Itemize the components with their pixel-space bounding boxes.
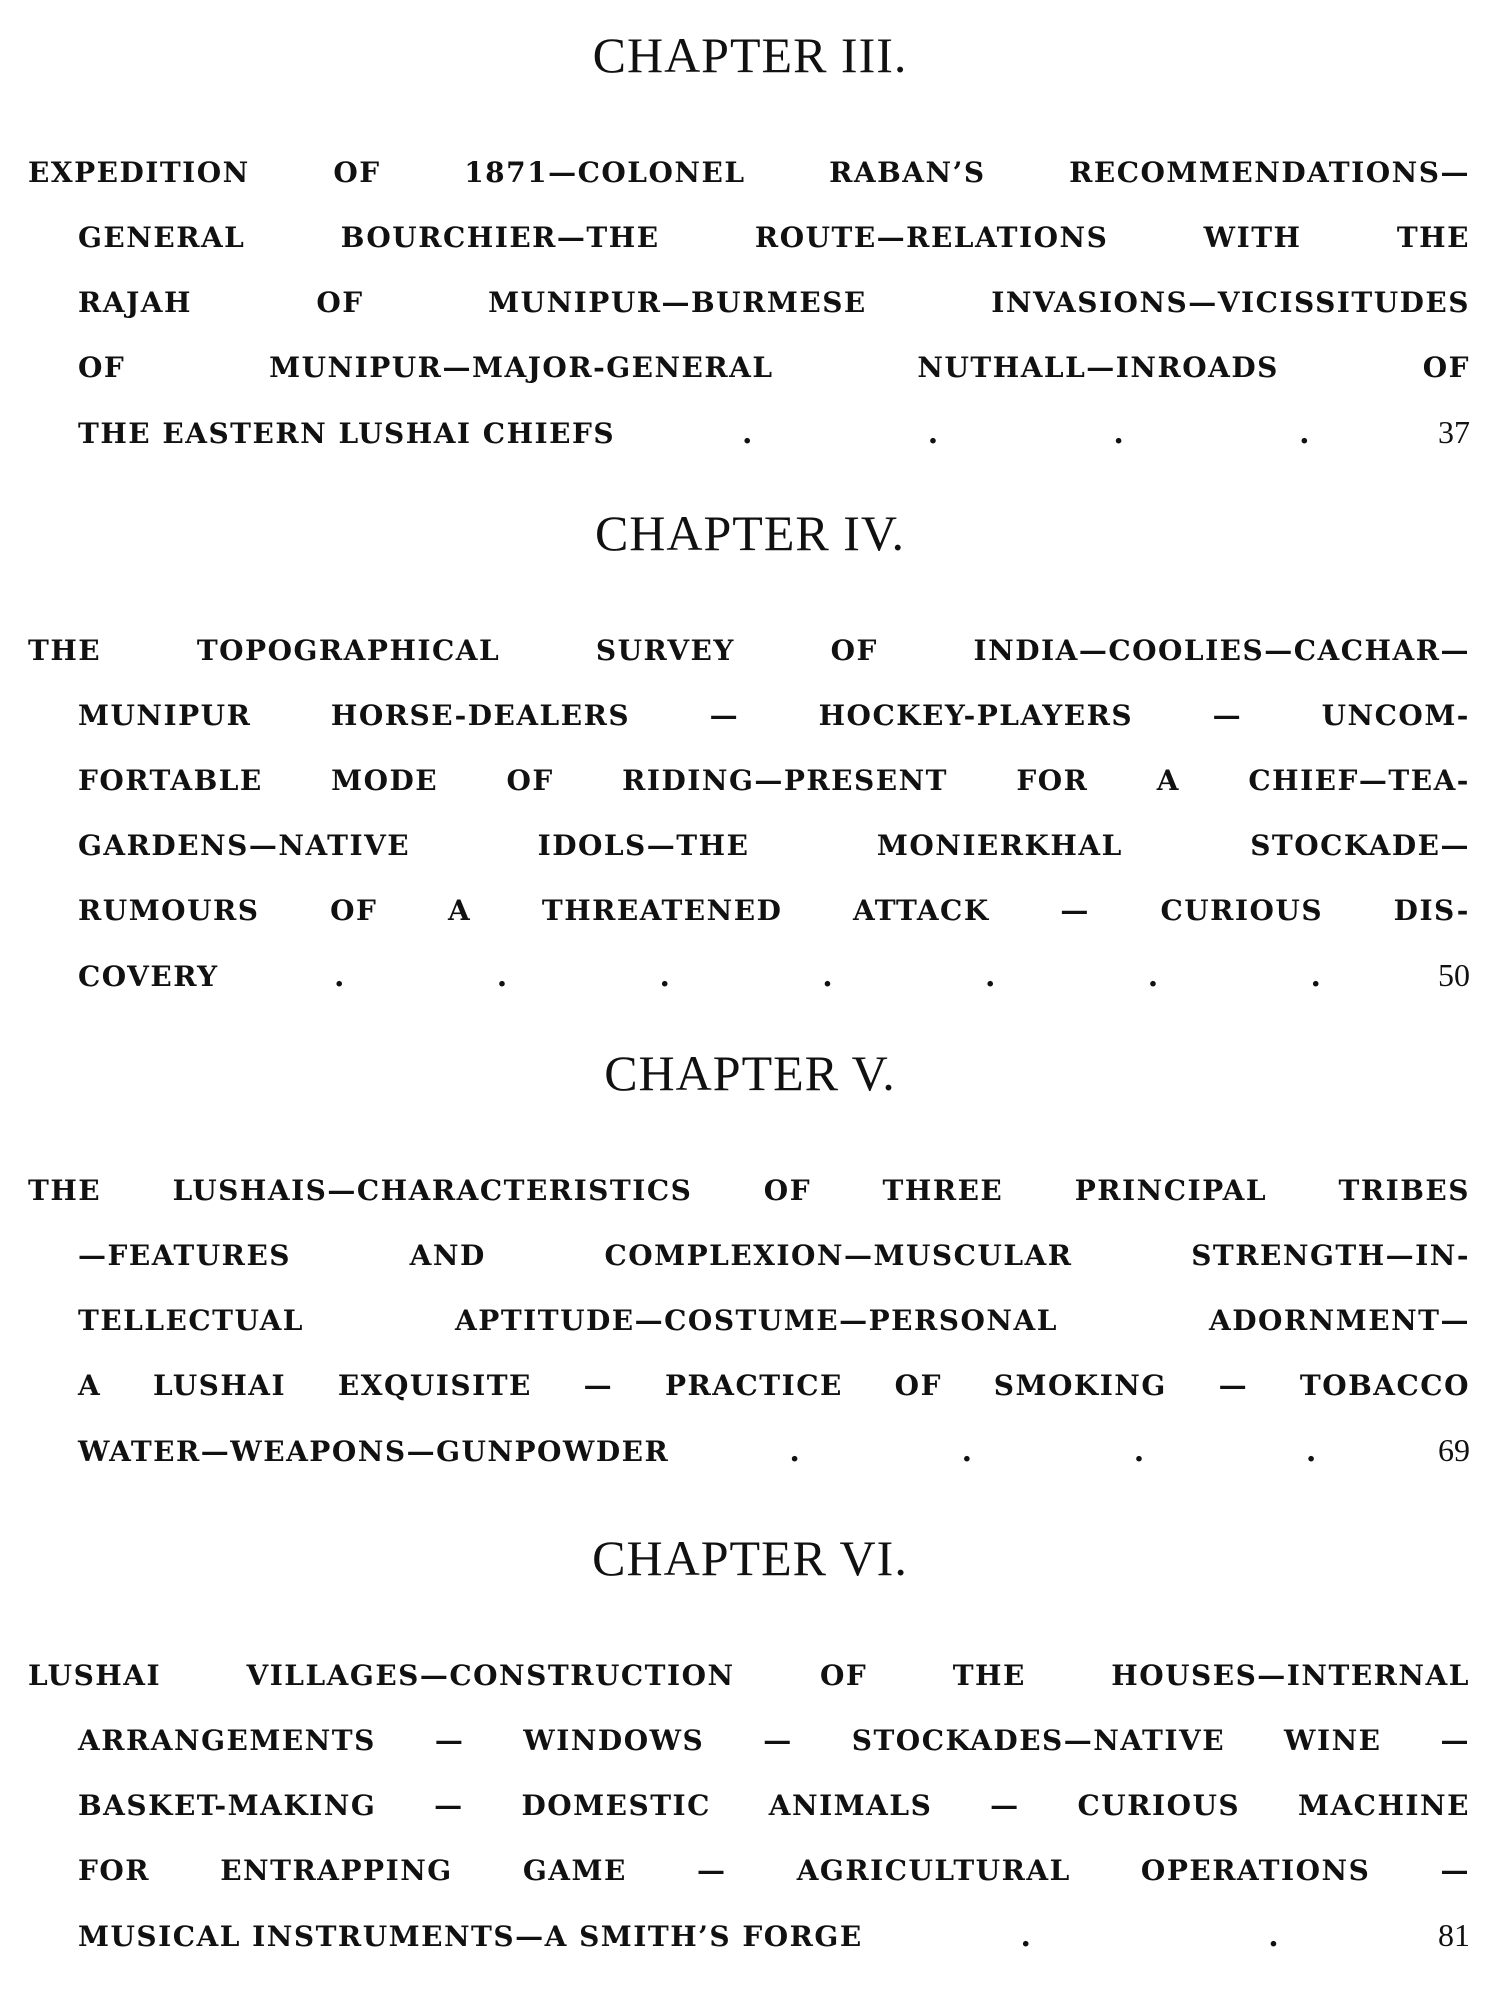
summary-word: HOUSES—INTERNAL xyxy=(1111,1659,1470,1692)
summary-word: FORTABLE xyxy=(78,764,263,797)
chapter-summary xyxy=(0,1158,1470,1483)
summary-line xyxy=(0,205,1470,270)
summary-word: UNCOM- xyxy=(1321,699,1470,732)
summary-line xyxy=(0,1353,1470,1418)
summary-word: MUNIPUR—BURMESE xyxy=(488,286,867,319)
page-number: 50 xyxy=(1438,957,1470,993)
summary-word: OF xyxy=(820,1659,868,1692)
leader-dot: . xyxy=(741,416,754,451)
summary-word: STOCKADE— xyxy=(1250,829,1470,862)
summary-word: RABAN’S xyxy=(829,156,986,189)
summary-line xyxy=(0,683,1470,748)
summary-word: COMPLEXION—MUSCULAR xyxy=(604,1239,1073,1272)
leader-dot: . xyxy=(927,416,940,451)
summary-line xyxy=(0,1288,1470,1353)
page-number: 37 xyxy=(1438,414,1470,450)
page-number: 81 xyxy=(1438,1917,1470,1953)
summary-last-line xyxy=(0,400,1470,465)
leader-dot: . xyxy=(961,1434,974,1469)
summary-word: — xyxy=(1212,699,1243,732)
summary-word: FOR xyxy=(78,1854,151,1887)
summary-word: INVASIONS—VICISSITUDES xyxy=(991,286,1470,319)
summary-line xyxy=(0,813,1470,878)
summary-word: — xyxy=(697,1854,727,1887)
summary-word: EXQUISITE xyxy=(337,1369,532,1402)
summary-word: THREATENED xyxy=(541,894,783,927)
summary-word: TOBACCO xyxy=(1299,1369,1470,1402)
summary-word: ATTACK xyxy=(853,894,990,927)
dot-leaders xyxy=(863,1904,1438,1969)
summary-word: TELLECTUAL xyxy=(78,1304,304,1337)
summary-word: BASKET-MAKING xyxy=(78,1789,377,1822)
summary-line xyxy=(0,335,1470,400)
chapter-summary xyxy=(0,140,1470,465)
summary-word: STOCKADES—NATIVE xyxy=(851,1724,1226,1757)
summary-line xyxy=(0,618,1470,683)
summary-word: ENTRAPPING xyxy=(220,1854,453,1887)
summary-word: DIS- xyxy=(1393,894,1470,927)
summary-word: A xyxy=(1156,764,1180,797)
summary-line xyxy=(0,1158,1470,1223)
summary-word: ANIMALS xyxy=(768,1789,933,1822)
summary-word: LUSHAI xyxy=(153,1369,287,1402)
summary-word: OF xyxy=(506,764,554,797)
leader-dot: . xyxy=(789,1434,802,1469)
summary-word: ARRANGEMENTS xyxy=(78,1724,376,1757)
summary-word: CURIOUS xyxy=(1160,894,1324,927)
summary-word: EXPEDITION xyxy=(28,156,250,189)
summary-word: OPERATIONS xyxy=(1140,1854,1371,1887)
summary-word: APTITUDE—COSTUME—PERSONAL xyxy=(455,1304,1058,1337)
leader-dot: . xyxy=(1020,1919,1033,1954)
summary-line xyxy=(0,1643,1470,1708)
summary-line xyxy=(0,748,1470,813)
summary-word: HOCKEY-PLAYERS xyxy=(818,699,1134,732)
summary-word: LUSHAI xyxy=(28,1659,162,1692)
summary-word: THE xyxy=(28,1174,102,1207)
leader-dot: . xyxy=(1147,959,1160,994)
summary-word: A xyxy=(78,1369,102,1402)
summary-word: ROUTE—RELATIONS xyxy=(754,221,1109,254)
summary-word: OF xyxy=(330,894,378,927)
summary-line xyxy=(0,1708,1470,1773)
leader-dot: . xyxy=(334,959,346,994)
dot-leaders xyxy=(669,1419,1438,1484)
summary-word: INDIA—COOLIES—CACHAR— xyxy=(973,634,1470,667)
summary-word: MONIERKHAL xyxy=(876,829,1123,862)
leader-dot: . xyxy=(1113,416,1126,451)
summary-word: THE xyxy=(952,1659,1026,1692)
chapter-title: CHAPTER VI. xyxy=(592,1530,908,1586)
summary-word: — xyxy=(709,699,740,732)
chapter-v-entry xyxy=(0,1040,1500,1483)
summary-word: — xyxy=(1218,1369,1249,1402)
summary-word: OF xyxy=(333,156,381,189)
summary-line xyxy=(0,140,1470,205)
leader-dot: . xyxy=(985,959,997,994)
leader-dot: . xyxy=(1310,959,1323,994)
summary-word: ADORNMENT— xyxy=(1208,1304,1470,1337)
summary-word: RECOMMENDATIONS— xyxy=(1069,156,1470,189)
summary-last-line xyxy=(0,1903,1470,1968)
summary-word: — xyxy=(763,1724,793,1757)
summary-last-line xyxy=(0,1418,1470,1483)
summary-word: A xyxy=(448,894,472,927)
chapter-summary xyxy=(0,618,1470,1008)
summary-word: RUMOURS xyxy=(78,894,260,927)
summary-word: MACHINE xyxy=(1297,1789,1470,1822)
chapter-summary xyxy=(0,1643,1470,1968)
summary-word: OF xyxy=(894,1369,942,1402)
leader-dot: . xyxy=(659,959,672,994)
summary-word: PRACTICE xyxy=(664,1369,843,1402)
chapter-title: CHAPTER III. xyxy=(592,27,908,83)
summary-line xyxy=(0,1223,1470,1288)
summary-word: — xyxy=(583,1369,614,1402)
chapter-iv-entry xyxy=(0,500,1500,1008)
summary-word: STRENGTH—IN- xyxy=(1191,1239,1470,1272)
summary-word: WITH xyxy=(1203,221,1302,254)
summary-word: — xyxy=(1440,1854,1470,1887)
summary-word: RIDING—PRESENT xyxy=(622,764,949,797)
summary-word: THE xyxy=(1396,221,1470,254)
summary-word: AGRICULTURAL xyxy=(796,1854,1071,1887)
chapter-title: CHAPTER V. xyxy=(604,1045,896,1101)
summary-word: TOPOGRAPHICAL xyxy=(196,634,501,667)
summary-word: OF xyxy=(763,1174,812,1207)
summary-word: — xyxy=(434,1789,464,1822)
leader-dot: . xyxy=(1268,1919,1281,1954)
summary-word: NUTHALL—INROADS xyxy=(917,351,1279,384)
summary-word: MUNIPUR xyxy=(78,699,252,732)
dot-leaders xyxy=(219,944,1438,1009)
summary-word: THE xyxy=(28,634,102,667)
leader-dot: . xyxy=(1299,416,1312,451)
chapter-vi-entry xyxy=(0,1525,1500,1968)
summary-line xyxy=(0,270,1470,335)
summary-word: OF xyxy=(78,351,126,384)
summary-word: TRIBES xyxy=(1338,1174,1470,1207)
summary-line xyxy=(0,1838,1470,1903)
summary-word: — xyxy=(990,1789,1020,1822)
dot-leaders xyxy=(615,401,1438,466)
summary-word: OF xyxy=(830,634,878,667)
summary-word: MODE xyxy=(331,764,439,797)
summary-word: DOMESTIC xyxy=(521,1789,711,1822)
summary-word: THREE xyxy=(882,1174,1004,1207)
summary-word: LUSHAIS—CHARACTERISTICS xyxy=(172,1174,693,1207)
summary-word: OF xyxy=(1422,351,1470,384)
summary-word: PRINCIPAL xyxy=(1074,1174,1268,1207)
summary-word: BOURCHIER—THE xyxy=(340,221,660,254)
summary-word: CURIOUS xyxy=(1077,1789,1241,1822)
summary-word: RAJAH xyxy=(78,286,192,319)
summary-word: HORSE-DEALERS xyxy=(330,699,631,732)
summary-word: OF xyxy=(316,286,364,319)
leader-dot: . xyxy=(496,959,509,994)
summary-word: 1871—COLONEL xyxy=(464,156,746,189)
summary-word: FOR xyxy=(1016,764,1089,797)
leader-dot: . xyxy=(1133,1434,1146,1469)
summary-word: — xyxy=(1060,894,1090,927)
page-number: 69 xyxy=(1438,1432,1470,1468)
summary-line: WATER—WEAPONS—GUNPOWDER xyxy=(78,1435,670,1468)
summary-line: COVERY xyxy=(78,960,219,993)
summary-word: AND xyxy=(409,1239,486,1272)
summary-word: GARDENS—NATIVE xyxy=(78,829,411,862)
summary-word: GAME xyxy=(522,1854,627,1887)
summary-word: IDOLS—THE xyxy=(537,829,750,862)
leader-dot: . xyxy=(1305,1434,1318,1469)
summary-word: — xyxy=(1440,1724,1470,1757)
summary-word: CHIEF—TEA- xyxy=(1248,764,1470,797)
chapter-iii-entry xyxy=(0,22,1500,465)
chapter-title: CHAPTER IV. xyxy=(594,505,906,561)
summary-line: THE EASTERN LUSHAI CHIEFS xyxy=(78,417,616,450)
summary-word: GENERAL xyxy=(78,221,246,254)
summary-word: WINE xyxy=(1284,1724,1382,1757)
leader-dot: . xyxy=(822,959,835,994)
summary-word: VILLAGES—CONSTRUCTION xyxy=(246,1659,735,1692)
summary-word: — xyxy=(434,1724,465,1757)
summary-word: SMOKING xyxy=(993,1369,1167,1402)
summary-word: SURVEY xyxy=(595,634,735,667)
summary-line xyxy=(0,1773,1470,1838)
summary-word: WINDOWS xyxy=(523,1724,705,1757)
summary-line xyxy=(0,878,1470,943)
summary-last-line xyxy=(0,943,1470,1008)
summary-line: MUSICAL INSTRUMENTS—A SMITH’S FORGE xyxy=(78,1920,863,1953)
summary-word: MUNIPUR—MAJOR-GENERAL xyxy=(269,351,774,384)
summary-word: —FEATURES xyxy=(78,1239,291,1272)
